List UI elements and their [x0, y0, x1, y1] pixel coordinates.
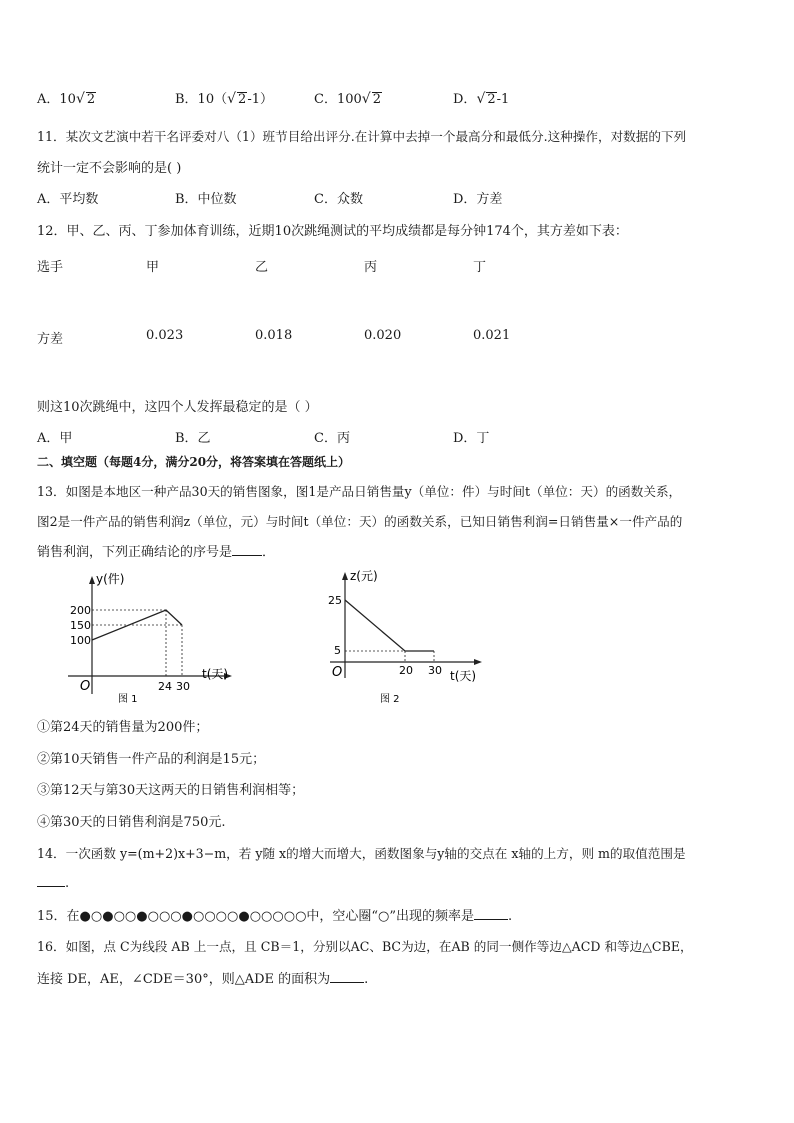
y-axis-arrow [342, 572, 348, 580]
figure-2-profit-graph [320, 566, 500, 706]
q16-line1: 16．如图，点 C为线段 AB 上一点，且 CB＝1，分别以AC、BC为边，在AB 的同一侧作等边△ACD 和等边△CBE， [37, 939, 693, 954]
figure-1-ytick-150: 150 [70, 619, 91, 632]
table-cell: 方差 [37, 332, 64, 347]
q14-line2-end: . [65, 876, 70, 891]
q10-option-a [37, 88, 96, 107]
x-axis-arrow [474, 659, 482, 665]
q10-option-c-radicand: 2 [372, 92, 381, 107]
table-header-cell: 甲 [146, 260, 160, 275]
figure-1-ytick-100: 100 [70, 634, 91, 647]
figure-2-caption: 图 2 [380, 694, 400, 705]
q12-option-b: B．乙 [175, 431, 211, 446]
q13-line2: 图2是一件产品的销售利润z（单位，元）与时间t（单位：天）的函数关系，已知日销售利润=日销售量×一件产品的 [37, 514, 683, 529]
q12-question: 则这10次跳绳中，这四个人发挥最稳定的是（ ） [37, 400, 318, 415]
section-title: 二、填空题（每题4分，满分20分，将答案填在答题纸上） [37, 455, 351, 469]
answer-blank [232, 543, 262, 556]
q15-line [37, 905, 512, 924]
figure-1-origin: O [80, 679, 91, 694]
table-header-cell: 丙 [364, 260, 378, 275]
answer-blank [474, 907, 508, 920]
figure-2-xtick-20: 20 [399, 664, 413, 677]
q14-line1: 14．一次函数 y=(m+2)x+3−m，若 y随 x的增大而增大，函数图象与y轴的交点在 x轴的上方，则 m的取值范围是 [37, 846, 686, 861]
q10-option-d-suffix: -1 [496, 92, 510, 107]
q10-option-b-radicand: 2 [238, 92, 247, 107]
q12-option-d: D．丁 [453, 431, 490, 446]
table-cell: 0.021 [473, 328, 511, 343]
q13-line3-end: ． [262, 545, 276, 560]
q11-line2: 统计一定不会影响的是( ) [37, 161, 182, 176]
table-cell: 0.020 [364, 328, 402, 343]
q12-option-c: C．丙 [314, 431, 350, 446]
q13-line1: 13．如图是本地区一种产品30天的销售图象，图1是产品日销售量y（单位：件）与时间t（单位：天）的函数关系， [37, 484, 682, 499]
q10-option-d-radicand: 2 [487, 92, 496, 107]
q13-statement-3: ③第12天与第30天这两天的日销售利润相等； [37, 783, 305, 798]
q10-option-b-prefix: B．10（ [175, 92, 228, 107]
radical-sign: √ [361, 91, 371, 107]
q13-line3 [37, 541, 275, 560]
table-header-cell: 乙 [255, 260, 269, 275]
table-header-cell: 选手 [37, 260, 64, 275]
figure-1-y-label: y(件) [96, 572, 125, 586]
q10-option-c-prefix: C．100 [314, 92, 362, 107]
profit-line [345, 600, 434, 651]
figure-1-sales-volume-graph [40, 566, 240, 706]
figure-2-ytick-5: 5 [334, 644, 341, 657]
q14-line2 [37, 874, 69, 891]
q15-end: . [508, 909, 513, 924]
figure-1-ytick-200: 200 [70, 604, 91, 617]
y-axis-arrow [89, 576, 95, 584]
q16-line2-end: . [364, 972, 369, 987]
q10-option-c [314, 88, 382, 107]
q13-statement-2: ②第10天销售一件产品的利润是15元； [37, 752, 266, 767]
answer-blank [37, 874, 65, 887]
q10-option-b [175, 88, 273, 107]
q10-option-d [453, 88, 509, 107]
q11-option-b: B．中位数 [175, 192, 237, 207]
figure-2-y-label: z(元) [350, 569, 378, 583]
table-cell: 0.023 [146, 328, 184, 343]
q16-line2-text: 连接 DE，AE，∠CDE＝30°，则△ADE 的面积为 [37, 972, 331, 987]
q13-statement-1: ①第24天的销售量为200件； [37, 720, 209, 735]
q11-option-a: A．平均数 [37, 192, 99, 207]
figure-2-x-label: t(天) [450, 669, 477, 683]
figure-1-x-label: t(天) [202, 667, 229, 681]
q10-option-a-radicand: 2 [86, 92, 96, 107]
q11-option-c: C．众数 [314, 192, 363, 207]
figure-1-caption: 图 1 [118, 694, 138, 705]
figure-1-xtick-30: 30 [176, 680, 190, 693]
q10-option-d-prefix: D． [453, 92, 477, 107]
q11-line1: 11．某次文艺演中若干名评委对八（1）班节目给出评分.在计算中去掉一个最高分和最低分.这种操作，对数据的下列 [37, 129, 687, 144]
q12-option-a: A．甲 [37, 431, 73, 446]
radical-sign: √ [227, 91, 237, 107]
figure-2-ytick-25: 25 [328, 594, 342, 607]
figure-2-xtick-30: 30 [428, 664, 442, 677]
q13-statement-4: ④第30天的日销售利润是750元. [37, 815, 226, 830]
q11-option-d: D．方差 [453, 192, 503, 207]
figure-1-xtick-24: 24 [158, 680, 172, 693]
table-header-cell: 丁 [473, 260, 487, 275]
answer-blank [330, 970, 364, 983]
figure-2-origin: O [332, 665, 343, 680]
radical-sign: √ [75, 91, 85, 107]
q16-line2 [37, 968, 368, 987]
q10-option-a-prefix: A．10 [37, 92, 76, 107]
radical-sign: √ [476, 91, 486, 107]
q12-line1: 12．甲、乙、丙、丁参加体育训练，近期10次跳绳测试的平均成绩都是每分钟174个，其方差如下表： [37, 224, 628, 239]
q10-option-b-suffix: -1） [247, 92, 273, 107]
q13-line3-text: 销售利润，下列正确结论的序号是 [37, 545, 233, 560]
q15-text: 15．在●○●○○●○○○●○○○○●○○○○○中，空心圈“○”出现的频率是 [37, 909, 475, 924]
table-cell: 0.018 [255, 328, 293, 343]
